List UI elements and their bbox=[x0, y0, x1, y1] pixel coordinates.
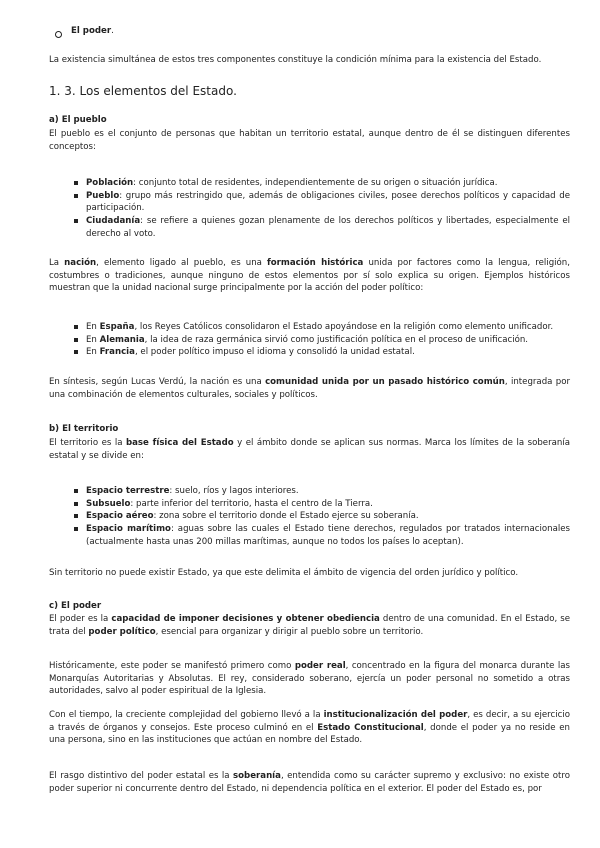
square-bullet-icon bbox=[74, 338, 78, 342]
list-item: Pueblo: grupo más restringido que, además de obligaciones civiles, posee derechos políticos y capacidad de participación. bbox=[74, 190, 570, 215]
top-item-label: El poder bbox=[71, 26, 112, 36]
examples-list bbox=[74, 321, 570, 359]
heading-poder: c) El poder bbox=[49, 601, 102, 611]
heading-pueblo: a) El pueblo bbox=[49, 115, 107, 125]
list-item: Población: conjunto total de residentes, independientemente de su origen o situación jurídica. bbox=[74, 177, 570, 190]
heading-territorio: b) El territorio bbox=[49, 424, 119, 434]
list-item: Espacio marítimo: aguas sobre las cuales el Estado tiene derechos, regulados por tratados internacionales (actualmente hasta unas 200 millas marítimas, aunque no todos los países lo aceptan). bbox=[74, 523, 570, 548]
list-item: Ciudadanía: se refiere a quienes gozan plenamente de los derechos políticos y libertades, especialmente el derecho al voto. bbox=[74, 215, 570, 240]
poder-paragraph-1: El poder es la capacidad de imponer decisiones y obtener obediencia dentro de una comunidad. En el Estado, se trata del poder político, esencial para organizar y dirigir al pueblo sobre un territorio. bbox=[49, 614, 570, 637]
square-bullet-icon bbox=[74, 514, 78, 518]
square-bullet-icon bbox=[74, 527, 78, 531]
square-bullet-icon bbox=[74, 325, 78, 329]
territorio-intro: El territorio es la base física del Estado y el ámbito donde se aplican sus normas. Marca los límites de la soberanía estatal y se divide en: bbox=[49, 438, 570, 461]
square-bullet-icon bbox=[74, 181, 78, 185]
section-title: 1. 3. Los elementos del Estado. bbox=[49, 84, 237, 98]
poder-paragraph-3: Con el tiempo, la creciente complejidad del gobierno llevó a la institucionalización del poder, es decir, a su ejercicio a través de órganos y consejos. Este proceso culminó en el Estado Constitucional, donde el poder ya no reside en una persona, sino en las instituciones que actúan en nombre del Estado. bbox=[49, 710, 570, 746]
pueblo-list bbox=[74, 177, 570, 241]
square-bullet-icon bbox=[74, 502, 78, 506]
list-item: En Francia, el poder político impuso el idioma y consolidó la unidad estatal. bbox=[74, 346, 570, 359]
poder-paragraph-4: El rasgo distintivo del poder estatal es la soberanía, entendida como su carácter supremo y exclusivo: no existe otro poder superior ni concurrente dentro del Estado, ni dependencia política en el exterior. El poder del Estado es, por bbox=[49, 771, 570, 794]
intro-paragraph: La existencia simultánea de estos tres componentes constituye la condición mínima para la existencia del Estado. bbox=[49, 55, 542, 65]
square-bullet-icon bbox=[74, 194, 78, 198]
pueblo-intro: El pueblo es el conjunto de personas que habitan un territorio estatal, aunque dentro de él se distinguen diferentes conceptos: bbox=[49, 129, 570, 152]
list-item: Espacio terrestre: suelo, ríos y lagos interiores. bbox=[74, 485, 570, 498]
list-item: Espacio aéreo: zona sobre el territorio donde el Estado ejerce su soberanía. bbox=[74, 510, 570, 523]
poder-paragraph-2: Históricamente, este poder se manifestó primero como poder real, concentrado en la figura del monarca durante las Monarquías Autoritarias y Absolutas. El rey, considerado soberano, ejercía un poder personal no sometido a otras autoridades, salvo al poder espiritual de la Iglesia. bbox=[49, 661, 570, 697]
top-list-item: El poder. bbox=[71, 26, 114, 36]
territorio-closing: Sin territorio no puede existir Estado, ya que este delimita el ámbito de vigencia del orden jurídico y político. bbox=[49, 568, 519, 578]
square-bullet-icon bbox=[74, 489, 78, 493]
territorio-list bbox=[74, 485, 570, 549]
list-item: En Alemania, la idea de raza germánica sirvió como justificación política en el proceso de unificación. bbox=[74, 334, 570, 347]
hollow-bullet-icon bbox=[55, 31, 62, 38]
list-item: Subsuelo: parte inferior del territorio, hasta el centro de la Tierra. bbox=[74, 498, 570, 511]
sintesis-paragraph: En síntesis, según Lucas Verdú, la nación es una comunidad unida por un pasado histórico común, integrada por una combinación de elementos culturales, sociales y políticos. bbox=[49, 377, 570, 400]
list-item: En España, los Reyes Católicos consolidaron el Estado apoyándose en la religión como elemento unificador. bbox=[74, 321, 570, 334]
square-bullet-icon bbox=[74, 350, 78, 354]
nacion-paragraph: La nación, elemento ligado al pueblo, es una formación histórica unida por factores como la lengua, religión, costumbres o tradiciones, aunque ninguno de estos elementos por sí solo explica su origen. Ejemplos históricos muestran que la unidad nacional surge principalmente por la acción del poder político: bbox=[49, 258, 570, 294]
square-bullet-icon bbox=[74, 219, 78, 223]
